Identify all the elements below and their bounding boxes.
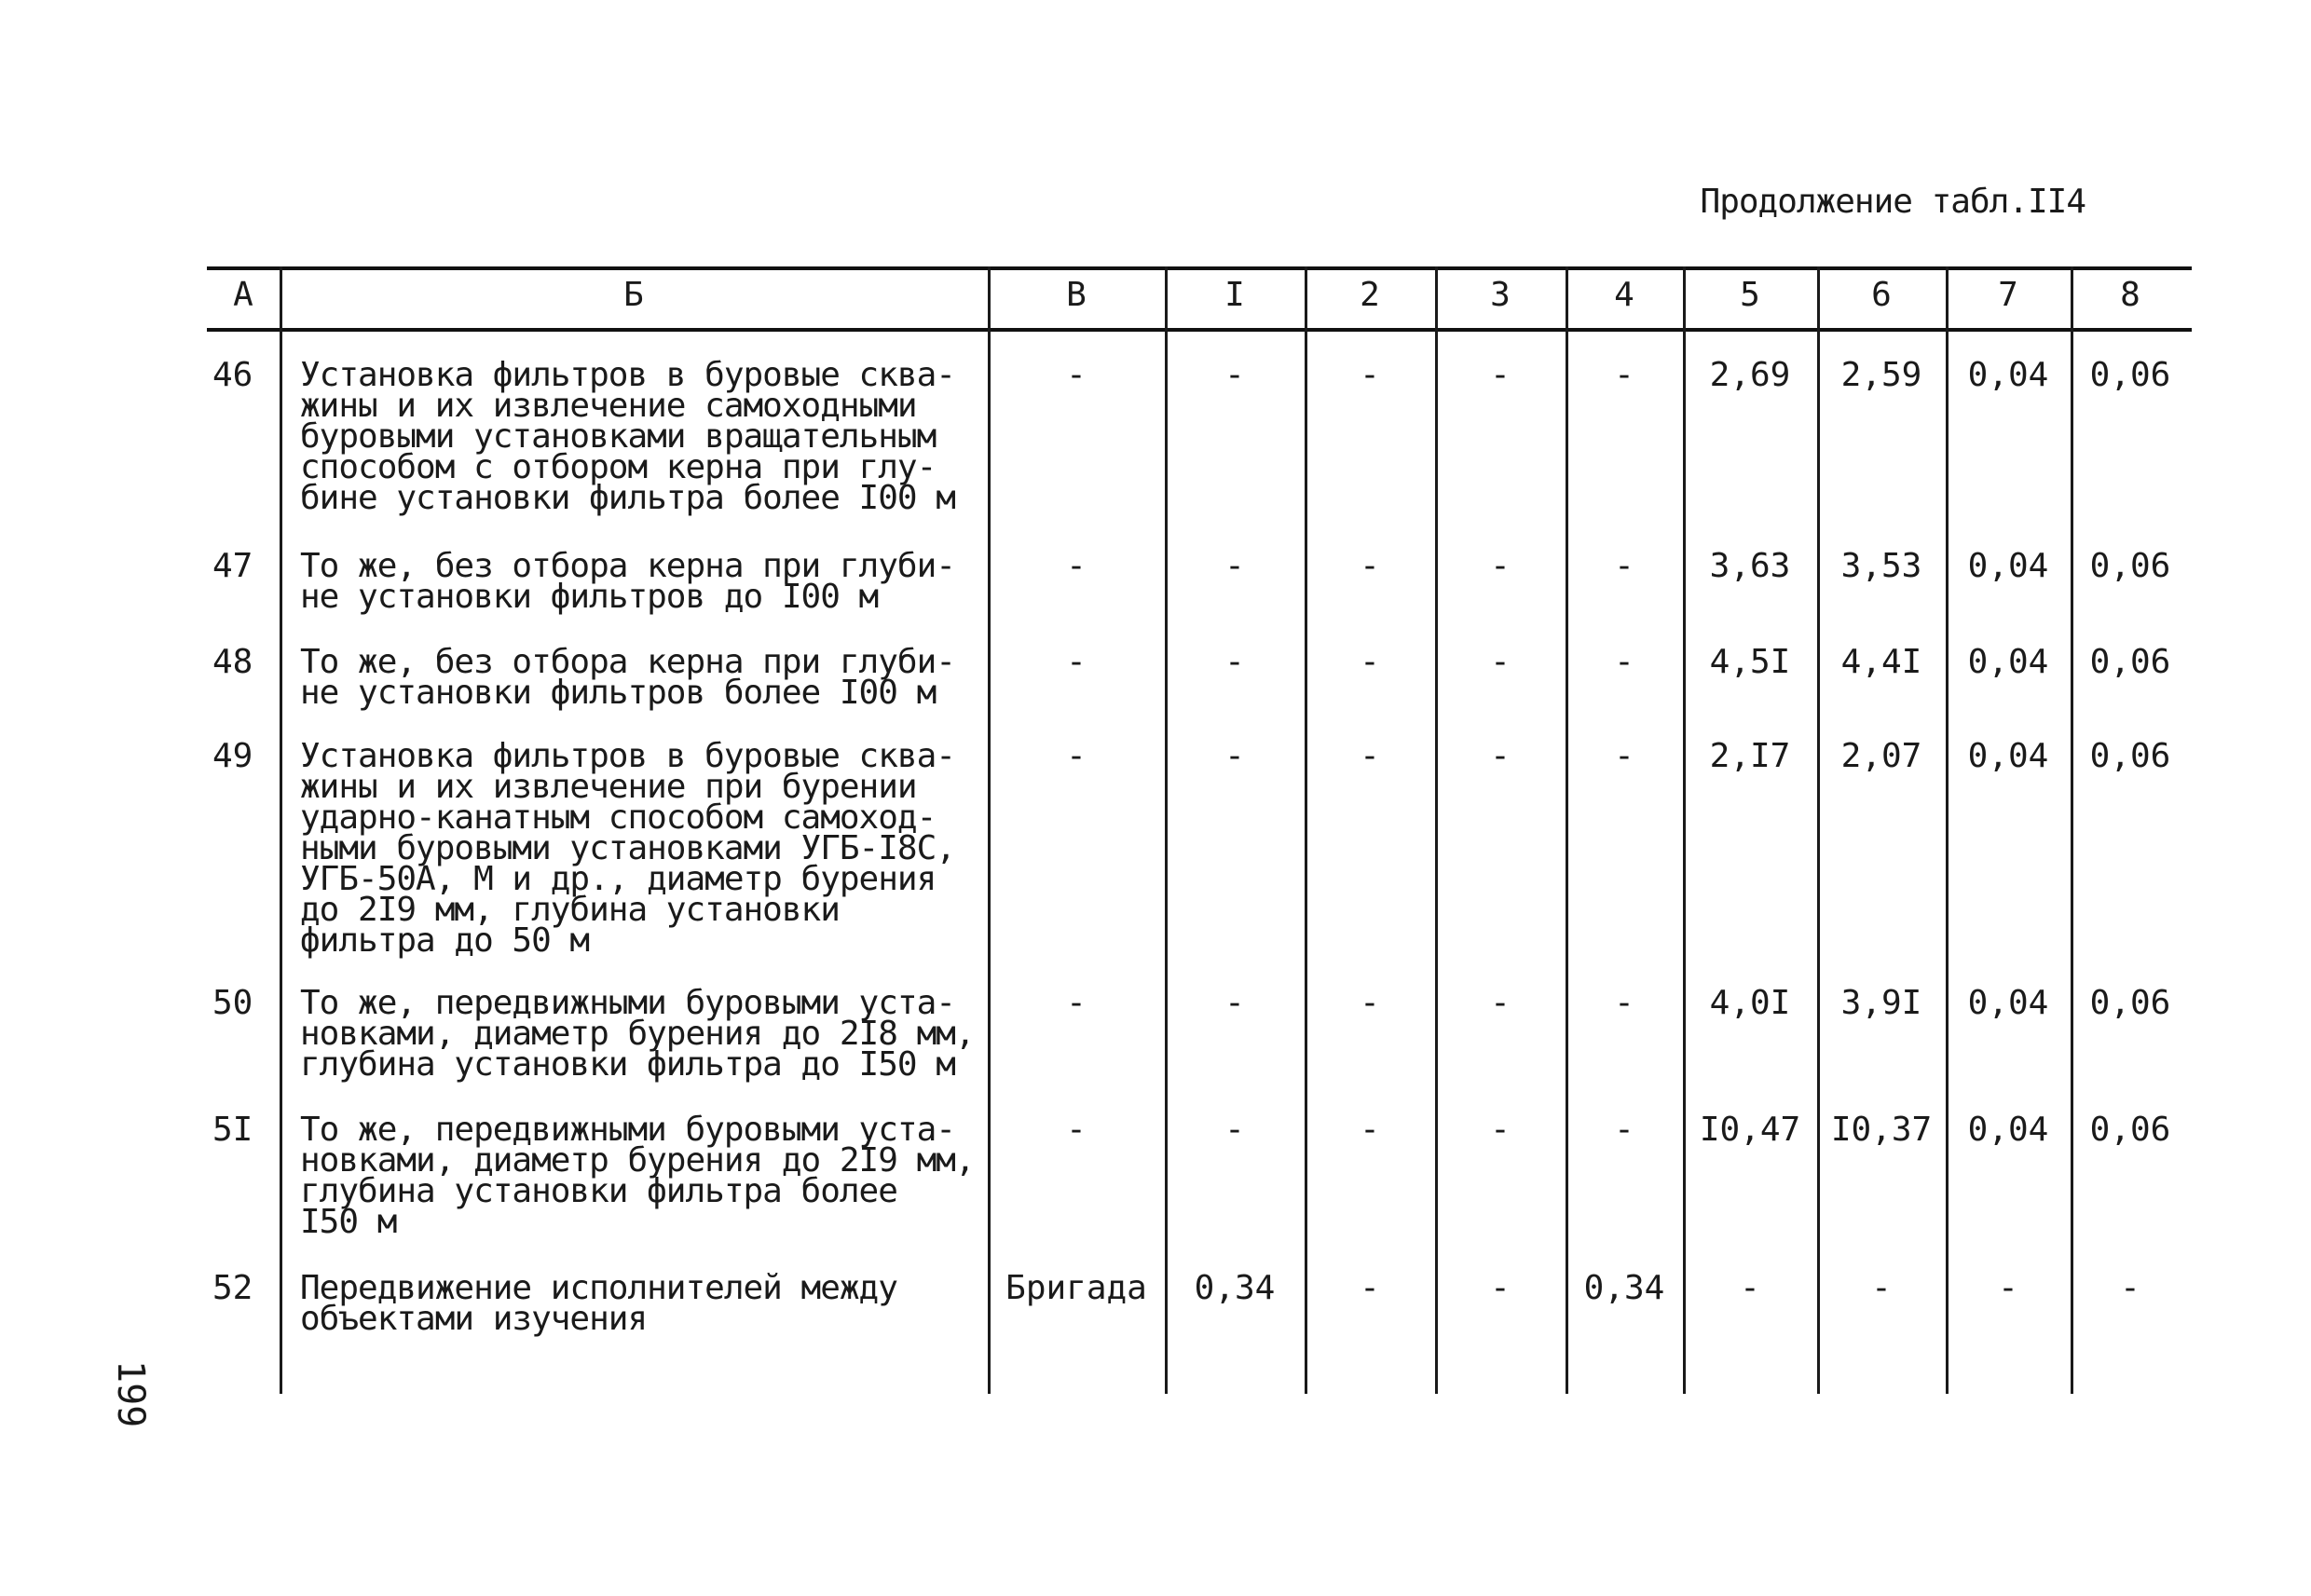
col4-cell: - [1614, 547, 1634, 585]
col8-cell: 0,06 [2089, 1111, 2171, 1149]
header-cell-a: А [233, 276, 253, 314]
col2-cell: - [1360, 356, 1380, 394]
col7-cell: - [1998, 1269, 2018, 1307]
row-number: 49 [212, 737, 253, 775]
col2-cell: - [1360, 1111, 1380, 1149]
col5-cell: 2,69 [1709, 356, 1791, 394]
row-number: 46 [212, 356, 253, 394]
col1-cell: - [1224, 643, 1245, 681]
col5-cell: - [1740, 1269, 1760, 1307]
row-number: 52 [212, 1269, 253, 1307]
col6-cell: 3,53 [1840, 547, 1922, 585]
col6-cell: 4,4I [1840, 643, 1922, 681]
col3-cell: - [1490, 356, 1511, 394]
row-number: 5I [212, 1111, 253, 1149]
header-cell-v: В [1066, 276, 1087, 314]
col8-cell: 0,06 [2089, 643, 2171, 681]
col8-cell: 0,06 [2089, 984, 2171, 1022]
col1-cell: - [1224, 547, 1245, 585]
col7-cell: 0,04 [1967, 547, 2049, 585]
col1-cell: - [1224, 356, 1245, 394]
column-divider [2071, 266, 2073, 1394]
col2-cell: - [1360, 737, 1380, 775]
col2-cell: - [1360, 643, 1380, 681]
col7-cell: 0,04 [1967, 984, 2049, 1022]
col5-cell: 2,I7 [1709, 737, 1791, 775]
col8-cell: 0,06 [2089, 737, 2171, 775]
header-cell-8: 8 [2120, 276, 2140, 314]
col3-cell: - [1490, 1111, 1511, 1149]
table-header-rule [207, 328, 2192, 332]
col5-cell: 3,63 [1709, 547, 1791, 585]
col3-cell: - [1490, 547, 1511, 585]
header-cell-6: 6 [1871, 276, 1892, 314]
table-continuation-caption: Продолжение табл.II4 [1700, 183, 2085, 221]
row-number: 47 [212, 547, 253, 585]
unit-cell: - [1066, 643, 1087, 681]
header-cell-3: 3 [1490, 276, 1511, 314]
row-description: То же, без отбора керна при глуби- не установки фильтров до I00 м [300, 547, 955, 616]
col3-cell: - [1490, 737, 1511, 775]
col4-cell: - [1614, 643, 1634, 681]
col6-cell: I0,37 [1830, 1111, 1933, 1149]
unit-cell: - [1066, 984, 1087, 1022]
col5-cell: 4,0I [1709, 984, 1791, 1022]
col1-cell: - [1224, 984, 1245, 1022]
col4-cell: - [1614, 1111, 1634, 1149]
col3-cell: - [1490, 1269, 1511, 1307]
header-cell-2: 2 [1360, 276, 1380, 314]
col3-cell: - [1490, 643, 1511, 681]
col7-cell: 0,04 [1967, 356, 2049, 394]
column-divider [280, 266, 282, 1394]
unit-cell: - [1066, 547, 1087, 585]
row-description: То же, передвижными буровыми уста- новками, диаметр бурения до 2I9 мм, глубина установки фильтра более I50 м [300, 1111, 975, 1241]
col8-cell: 0,06 [2089, 356, 2171, 394]
table-top-rule [207, 266, 2192, 270]
col6-cell: - [1871, 1269, 1892, 1307]
row-description: То же, передвижными буровыми уста- новками, диаметр бурения до 2I8 мм, глубина установки фильтра до I50 м [300, 984, 975, 1084]
col1-cell: - [1224, 1111, 1245, 1149]
col7-cell: 0,04 [1967, 643, 2049, 681]
column-divider [1946, 266, 1949, 1394]
col4-cell: - [1614, 356, 1634, 394]
col7-cell: 0,04 [1967, 737, 2049, 775]
column-divider [1435, 266, 1438, 1394]
row-description: Установка фильтров в буровые сква- жины и их извлечение самоходными буровыми установками вращательным способом с отбором керна при глу- бине установки фильтра более I00 м [300, 356, 955, 517]
col5-cell: 4,5I [1709, 643, 1791, 681]
unit-cell: - [1066, 1111, 1087, 1149]
data-table [207, 266, 2192, 1394]
column-divider [1566, 266, 1568, 1394]
col2-cell: - [1360, 984, 1380, 1022]
column-divider [1817, 266, 1820, 1394]
col1-cell: - [1224, 737, 1245, 775]
row-description: Установка фильтров в буровые сква- жины и их извлечение при бурении ударно-канатным способом самоход- ными буровыми установками УГБ-I8C, УГБ-50А, М и др., диаметр бурения до 2I9 мм, глубина установки фильтра до 50 м [300, 737, 955, 960]
column-divider [988, 266, 991, 1394]
col7-cell: 0,04 [1967, 1111, 2049, 1149]
col3-cell: - [1490, 984, 1511, 1022]
col8-cell: 0,06 [2089, 547, 2171, 585]
col4-cell: 0,34 [1583, 1269, 1665, 1307]
header-cell-4: 4 [1614, 276, 1634, 314]
header-cell-7: 7 [1998, 276, 2018, 314]
column-divider [1305, 266, 1307, 1394]
row-number: 48 [212, 643, 253, 681]
header-cell-5: 5 [1740, 276, 1760, 314]
unit-cell: - [1066, 737, 1087, 775]
row-number: 50 [212, 984, 253, 1022]
column-divider [1165, 266, 1168, 1394]
unit-cell: Бригада [1005, 1269, 1147, 1307]
header-cell-b: Б [623, 276, 644, 314]
header-cell-1: I [1224, 276, 1245, 314]
col5-cell: I0,47 [1699, 1111, 1801, 1149]
col2-cell: - [1360, 547, 1380, 585]
col6-cell: 3,9I [1840, 984, 1922, 1022]
row-description: То же, без отбора керна при глуби- не установки фильтров более I00 м [300, 643, 955, 712]
col4-cell: - [1614, 737, 1634, 775]
col2-cell: - [1360, 1269, 1380, 1307]
col4-cell: - [1614, 984, 1634, 1022]
unit-cell: - [1066, 356, 1087, 394]
col8-cell: - [2120, 1269, 2140, 1307]
col1-cell: 0,34 [1194, 1269, 1276, 1307]
page-number: 199 [109, 1360, 152, 1428]
col6-cell: 2,07 [1840, 737, 1922, 775]
col6-cell: 2,59 [1840, 356, 1922, 394]
row-description: Передвижение исполнителей между объектами изучения [300, 1269, 897, 1338]
column-divider [1683, 266, 1686, 1394]
